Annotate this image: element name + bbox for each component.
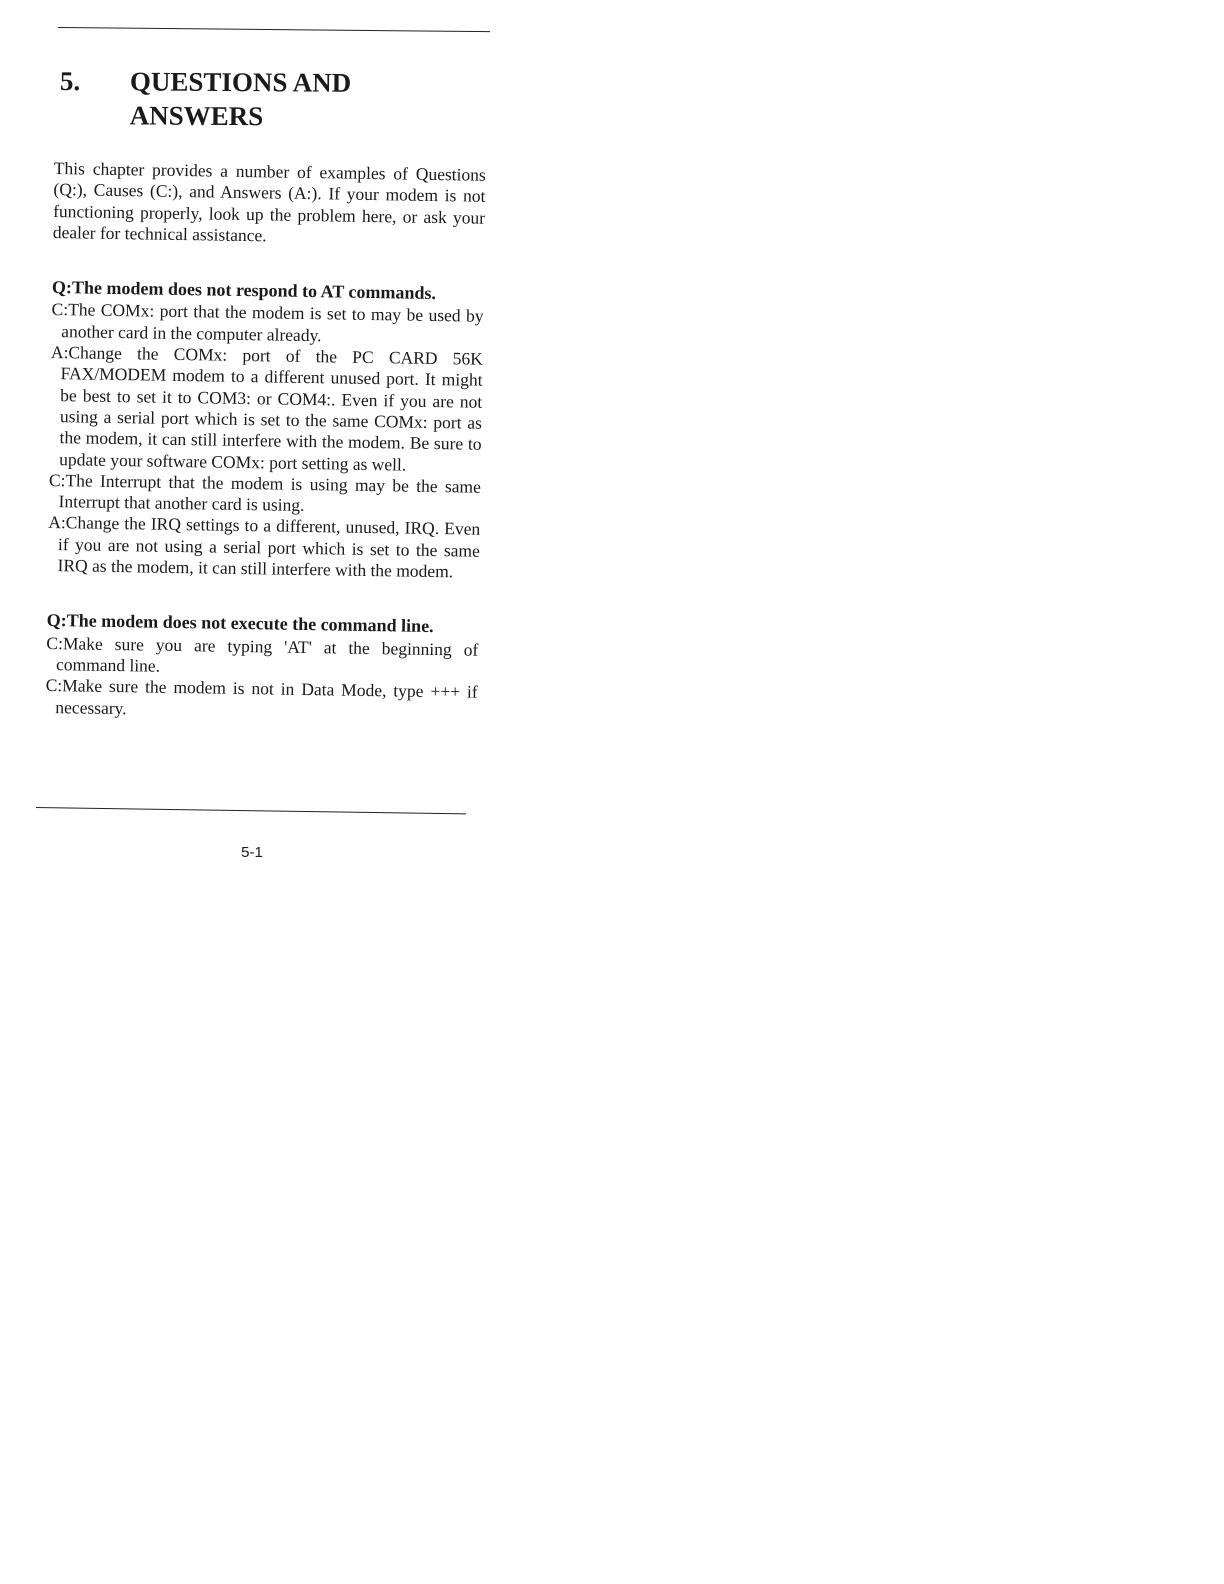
top-rule [58, 27, 490, 32]
cause-item: C:Make sure the modem is not in Data Mode, type +++ if necessary. [45, 675, 478, 718]
intro-paragraph: This chapter provides a number of examples of Questions (Q:), Causes (C:), and Answers (A:). If your modem is not functioning properly, look up the problem here, or ask your dealer for technical assistance. [52, 158, 486, 246]
page-content [45, 158, 486, 725]
chapter-heading [60, 64, 500, 135]
bottom-rule [36, 807, 466, 814]
qa-section-2 [45, 610, 479, 724]
question-heading: Q:The modem does not execute the command line. [46, 610, 434, 637]
chapter-title: QUESTIONS AND ANSWERS [129, 66, 352, 132]
cause-item: C:The Interrupt that the modem is using may be the same Interrupt that another card is using. [48, 469, 482, 516]
qa-section-1 [47, 277, 484, 583]
answer-item: A:Change the IRQ settings to a different, unused, IRQ. Even if you are not using a serial port which is set to the same IRQ as the modem, it can still interfere with the modem. [48, 512, 481, 582]
question-heading: Q:The modem does not respond to AT commands. [51, 277, 437, 304]
chapter-number: 5. [59, 65, 81, 97]
cause-item: C:The COMx: port that the modem is set to may be used by another card in the computer already. [51, 299, 484, 346]
cause-item: C:Make sure you are typing 'AT' at the beginning of command line. [46, 632, 479, 676]
page-number: 5-1 [241, 844, 263, 861]
answer-item: A:Change the COMx: port of the PC CARD 56K FAX/MODEM modem to a different unused port. It might be best to set it to COM3: or COM4:. Even if you are not using a serial port which is set to the same COMx: port as the modem, it can still interfere with the modem. Be sure to update your software COMx: port setting as well. [50, 342, 484, 475]
